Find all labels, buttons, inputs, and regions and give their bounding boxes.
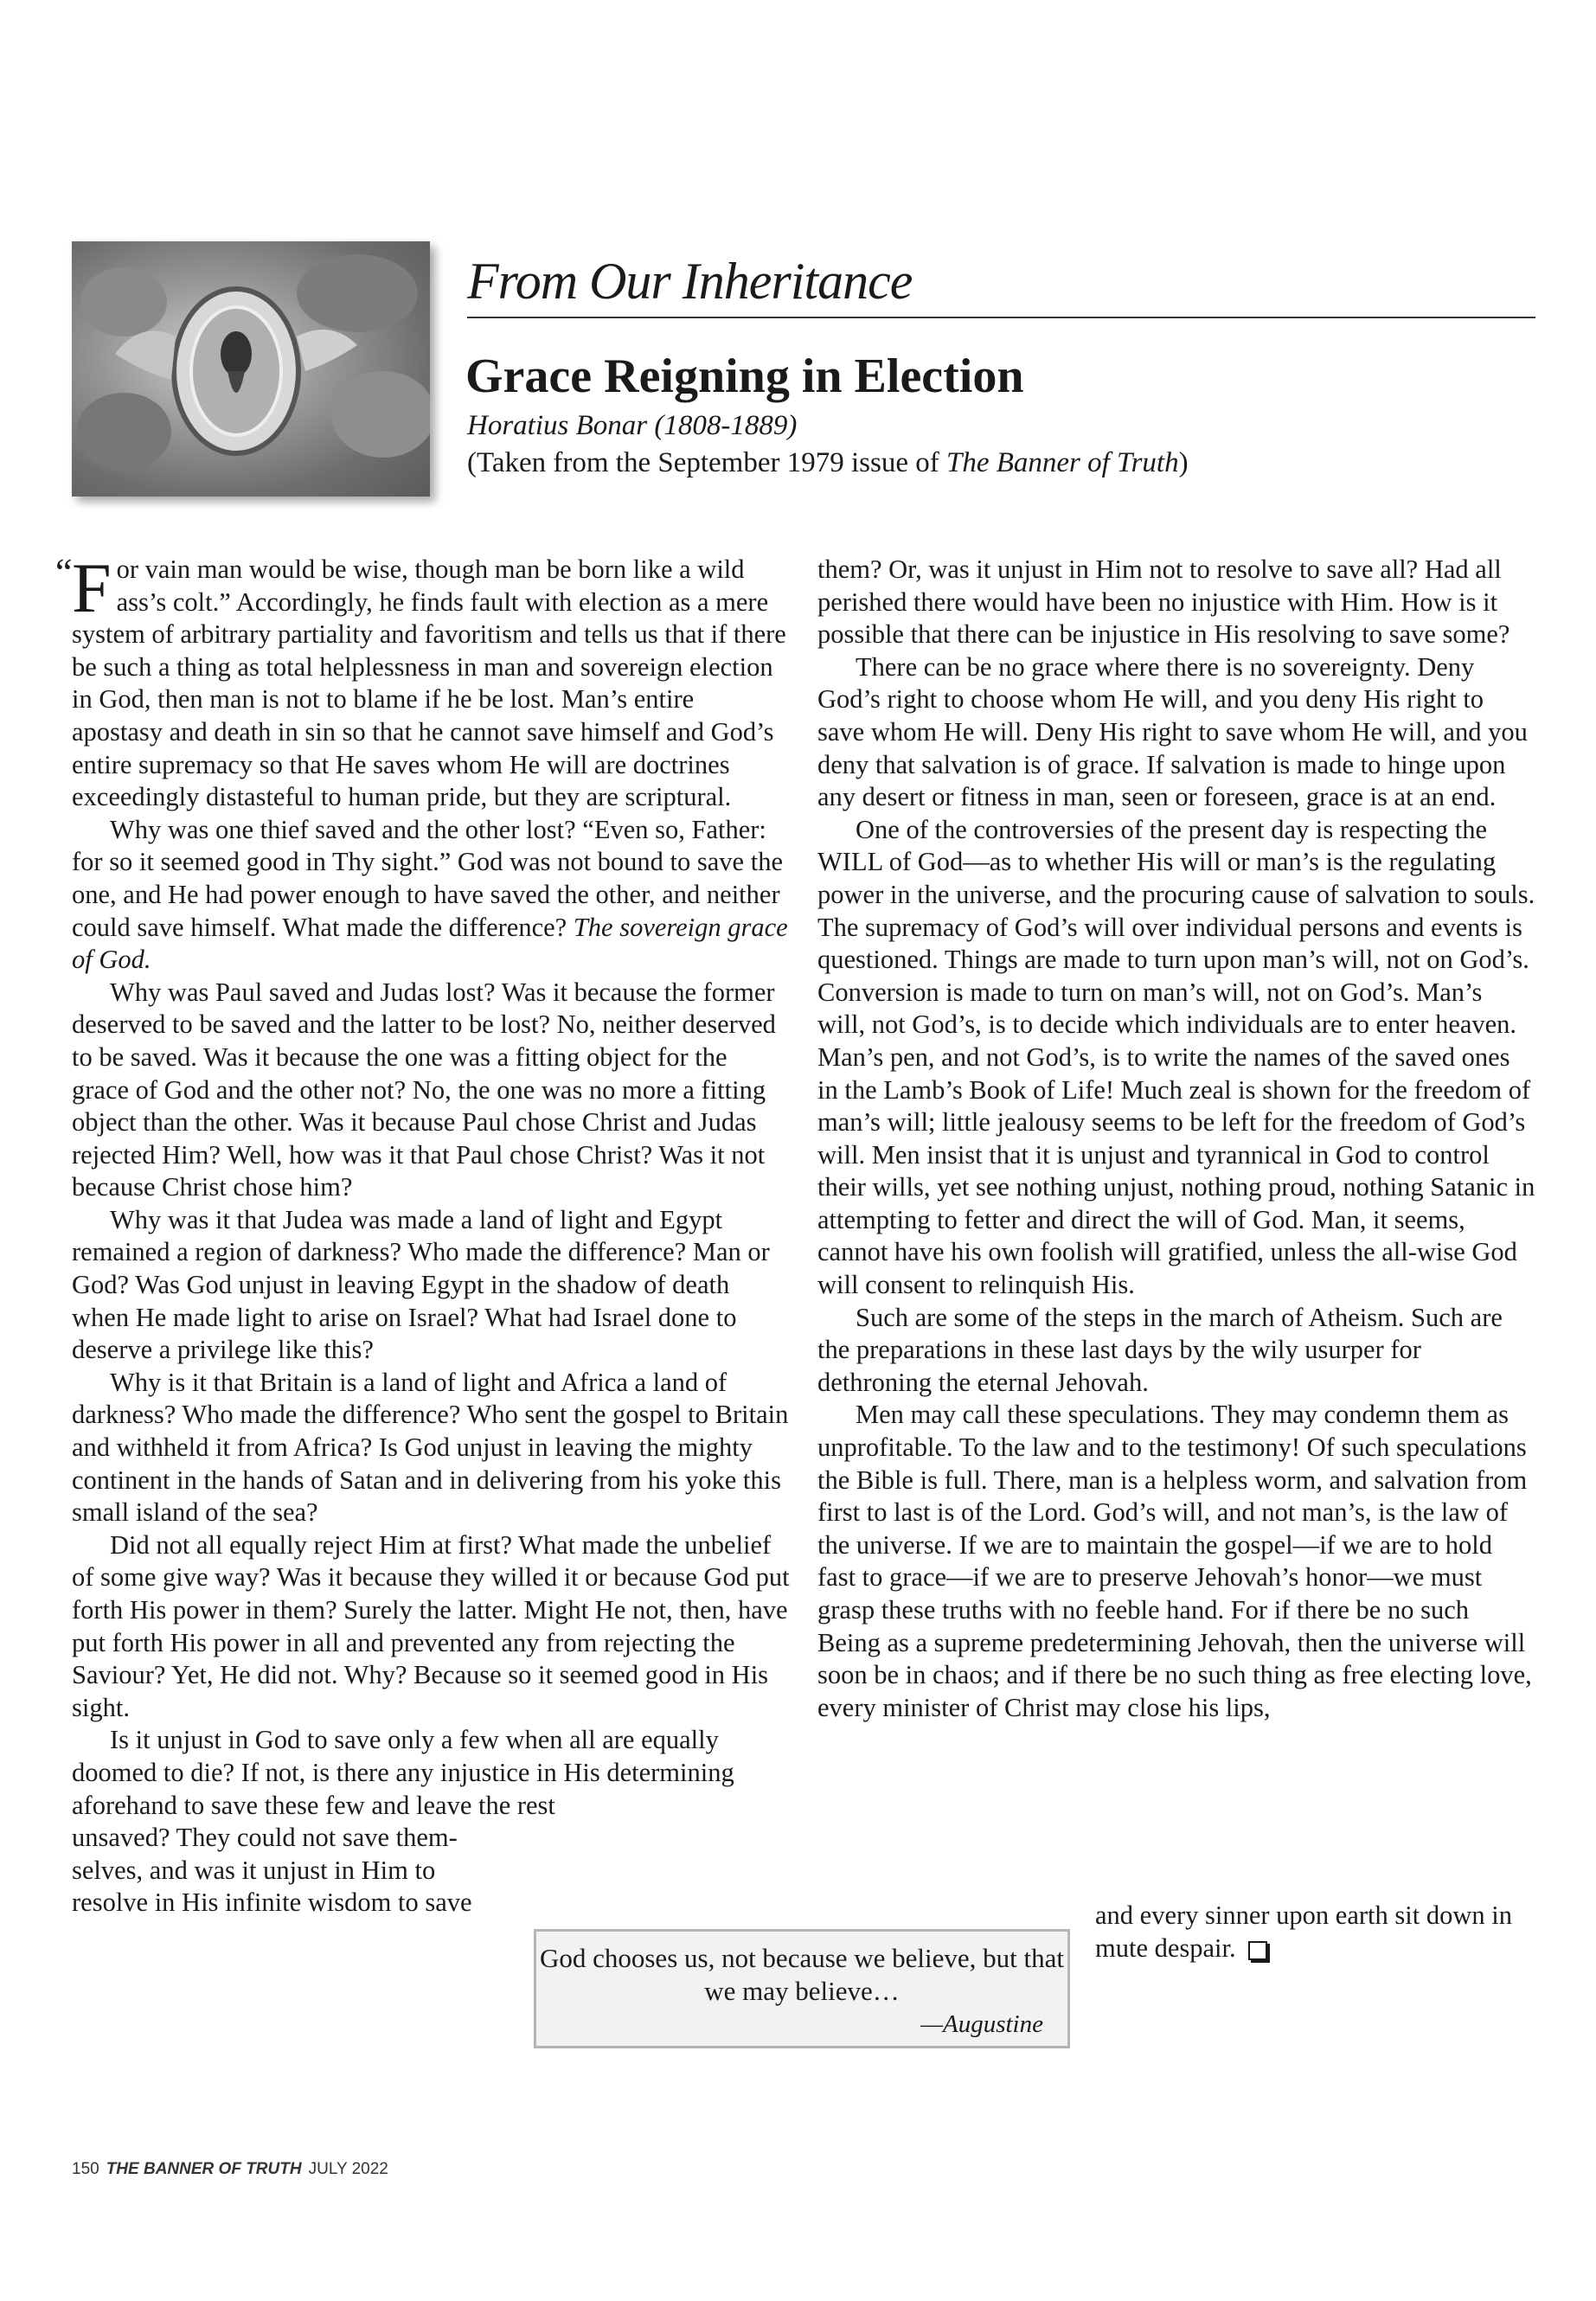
pull-quote (534, 1929, 1070, 2048)
source-suffix: ) (1178, 447, 1189, 478)
page-number: 150 (72, 2160, 99, 2178)
paragraph: Did not all equally reject Him at first? What made the unbelief of some give way? Was it because they willed it or because God put forth His power in them? Surely the latter. Might He not, then, have put forth His power in all and prevented any from rejecting the Saviour? Yet, He did not. Why? Because so it seemed good in His sight. (72, 1529, 790, 1722)
article-title: Grace Reigning in Election (465, 349, 1024, 403)
paragraph: Why was it that Judea was made a land of light and Egypt remained a region of darkness? Who made the difference? Man or God? Was God unjust in leaving Egypt in the shadow of death when He made light to arise on Israel? What had Israel done to deserve a privilege like this? (72, 1204, 770, 1365)
page-footer (72, 2160, 388, 2179)
publication-name: THE BANNER OF TRUTH (106, 2160, 302, 2178)
paragraph: them? Or, was it unjust in Him not to resolve to save all? Had all perished there would have been no injustice with Him. How is it possible that there can be injustice in His resolving to save some? (817, 554, 1510, 650)
paragraph: Is it unjust in God to save only a few when all are equally doomed to die? If not, is there any injustice in His determining aforehand to save these few and leave the rest (72, 1725, 734, 1820)
paragraph (72, 548, 790, 814)
paragraph: Why was Paul saved and Judas lost? Was it because the former deserved to be saved and the latter to be lost? No, neither deserved to be saved. Was it because the one was a fitting object for the grace of God and the other not? No, the one was no more a fitting object than the other. Was it because Paul chose Christ and Judas rejected Him? Well, how was it that Paul chose Christ? Was it not because Christ chose him? (72, 977, 776, 1202)
end-of-article-icon (1248, 1941, 1267, 1960)
drop-cap: F (72, 548, 112, 627)
article-column-right (817, 554, 1535, 1724)
article-column-left (72, 548, 790, 1920)
paragraph-continued: unsaved? They could not save themselves, and was it unjust in Him to resolve in His infinite wisdom to save (72, 1823, 472, 1918)
source-note (467, 445, 1189, 480)
pull-quote-attribution: —Augustine (920, 2010, 1043, 2038)
paragraph-text: Why was one thief saved and the other lost? “Even so, Father: for so it seemed good in Thy sight.” God was not bound to save the one, and He had power enough to have saved the other, and neither could save himself. What made the difference? (72, 814, 783, 942)
author-byline: Horatius Bonar (1808-1889) (467, 410, 798, 441)
section-title: From Our Inheritance (467, 251, 1535, 318)
source-prefix: (Taken from the September 1979 issue of (467, 447, 946, 478)
paragraph (72, 814, 790, 977)
closing-text: and every sinner upon earth sit down in mute despair. (1095, 1900, 1512, 1963)
opening-quote-mark: “ (55, 551, 73, 593)
paragraph: There can be no grace where there is no sovereignty. Deny God’s right to choose whom He will, and you deny His right to save whom He will. Deny His right to save whom He will, and you deny that salvation is of grace. If salvation is made to hinge upon any desert or fitness in man, seen or foreseen, grace is at an end. (817, 651, 1528, 812)
pull-quote-text: God chooses us, not because we believe, but that we may believe… (539, 1943, 1065, 2006)
emphasis-text: The sovereign grace of God. (72, 912, 788, 975)
paragraph-text: or vain man would be wise, though man be born like a wild ass’s colt.” Accordingly, he finds fault with election as a mere system of arbitrary partiality and favoritism and tells us that if there be such a thing as total helplessness in man and sovereign election in God, then man is not to blame if he be lost. Man’s entire apostasy and death in sin so that he cannot save himself and God’s entire supremacy so that He saves whom He will are doctrines exceedingly distasteful to human pride, but they are scriptural. (72, 554, 786, 812)
paragraph: Such are some of the steps in the march of Atheism. Such are the preparations in these last days by the wily usurper for dethroning the eternal Jehovah. (817, 1302, 1503, 1397)
source-publication: The Banner of Truth (945, 447, 1179, 478)
paragraph: Men may call these speculations. They may condemn them as unprofitable. To the law and to the testimony! Of such speculations the Bible is full. There, man is a helpless worm, and salvation from first to last is of the Lord. God’s will, and not man’s, is the law of the universe. If we are to maintain the gospel—if we are to hold fast to grace—if we are to preserve Jehovah’s honor—we must grasp these truths with no feeble hand. For if there be no such Being as a supreme predetermining Jehovah, then the universe will soon be in chaos; and if there be no such thing as free electing love, every minister of Christ may close his lips, (817, 1400, 1532, 1722)
closing-lines (1095, 1900, 1545, 1965)
paragraph: One of the controversies of the present day is respecting the WILL of God—as to whether His will or man’s is the regulating power in the universe, and the procuring cause of salvation to souls. The supremacy of God’s will over individual persons and events is questioned. Things are made to turn upon man’s will, not on God’s. Conversion is made to turn on man’s will, not on God’s. Man’s will, not God’s, is to decide which individuals are to enter heaven. Man’s pen, and not God’s, is to write the names of the saved ones in the Lamb’s Book of Life! Much zeal is shown for the freedom of man’s will; little jealousy seems to be left for the freedom of God’s will. Men insist that it is unjust and tyrannical in God to control their wills, yet see nothing unjust, nothing proud, nothing Satanic in attempting to fetter and direct the will of God. Man, it seems, cannot have his own foolish will gratified, unless the all-wise God will consent to relinquish His. (817, 814, 1535, 1300)
paragraph: Why is it that Britain is a land of light and Africa a land of darkness? Who made the difference? Who sent the gospel to Britain and withheld it from Africa? Is God unjust in leaving the mighty continent in the hands of Satan and in delivering from his yoke this small island of the sea? (72, 1367, 789, 1528)
header-photo-ring (72, 241, 430, 497)
issue-date: JULY 2022 (308, 2160, 388, 2178)
